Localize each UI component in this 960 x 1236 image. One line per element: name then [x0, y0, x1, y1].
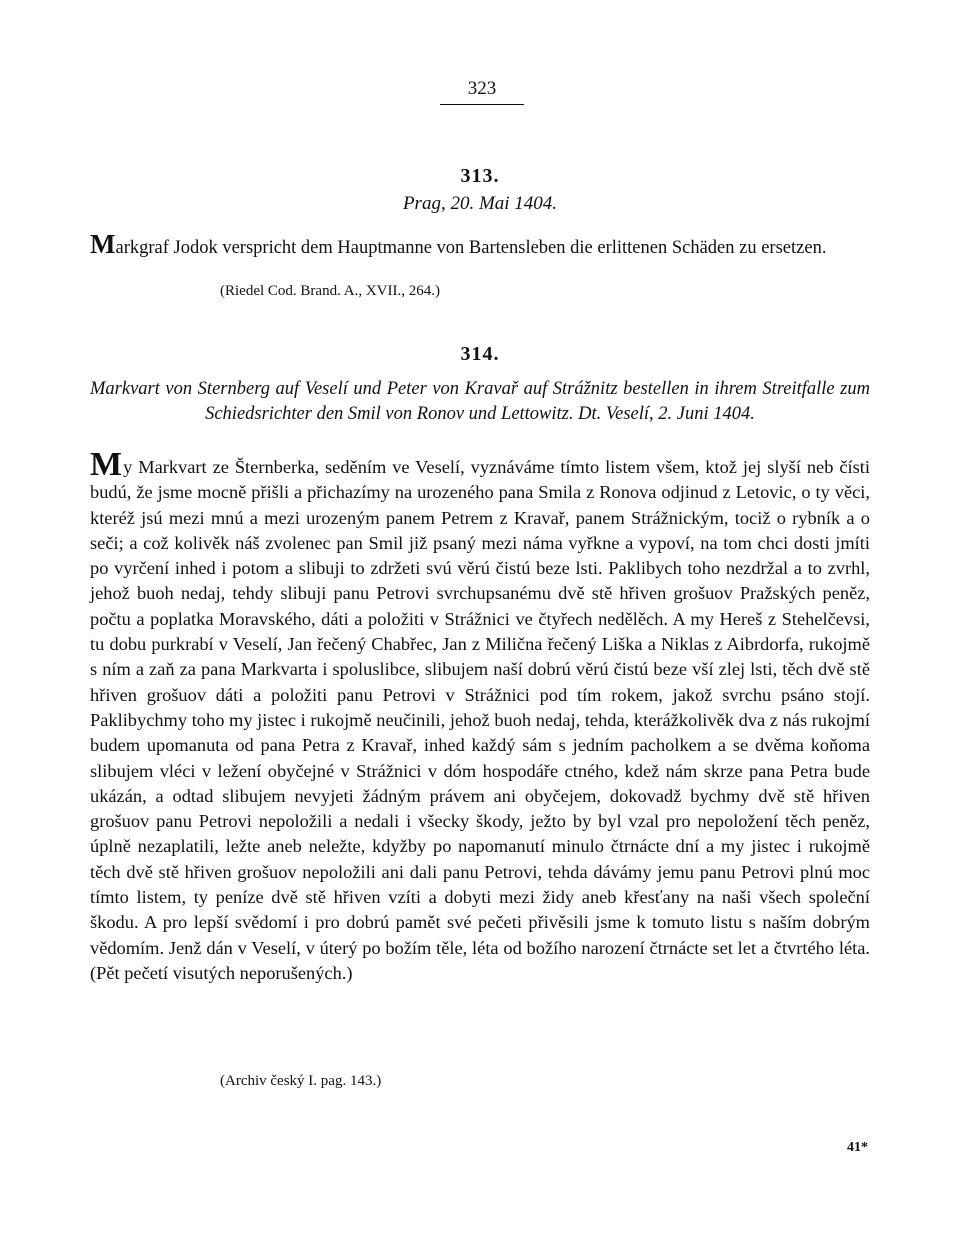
- document-313-source: (Riedel Cod. Brand. A., XVII., 264.): [220, 283, 440, 299]
- document-314-initial: M: [90, 446, 123, 483]
- page-number: 323: [440, 78, 524, 105]
- document-314-summary: Markvart von Sternberg auf Veselí und Peter von Kravař auf Strážnitz bestellen in ihrem Streitfalle zum Schiedsrichter den Smil von Ronov und Lettowitz. Dt. Veselí, 2. Juni 1404.: [90, 379, 870, 424]
- document-313-summary: [90, 231, 870, 261]
- document-313-initial: M: [90, 229, 116, 259]
- document-314-number: 314.: [460, 343, 500, 365]
- document-313-summary-text: arkgraf Jodok verspricht dem Hauptmanne von Bartensleben die erlittenen Schäden zu ersetzen.: [115, 238, 827, 258]
- document-314-body: [90, 446, 870, 986]
- document-314-source: (Archiv český I. pag. 143.): [220, 1073, 382, 1089]
- document-313-number: 313.: [460, 165, 500, 187]
- document-314-body-text: y Markvart ze Šternberka, seděním ve Veselí, vyznáváme tímto listem všem, ktož jej slyší neb čísti budú, že jsme mocně přišli a přichazímy na urozeného pana Smila z Ronova odjinud z Letovic, o ty věci, kteréž jsú mezi mnú a mezi urozeným panem Petrem z Kravař, panem Strážnickým, tociž o rybník a o seči; a což kolivěk náš zvolenec pan Smil již psaný mezi náma vyřkne a vypoví, na tom chci dosti jmíti po vyrčení inhed i potom a slibuji to zdržeti svú věrú čistú beze lsti. Paklibych toho nezdržal a to zvrhl, jehož buoh nedaj, tehdy slibuji panu Petrovi svrchupsanému dvě stě hřiven grošuov Pražských peněz, počtu a poplatka Moravského, dáti a položiti v Strážnici ve čtyřech nedělěch. A my Hereš z Stehelčevsi, tu dobu purkrabí v Veselí, Jan řečený Chabřec, Jan z Milična řečený Liška a Niklas z Aibrdorfa, rukojmě s ním a zaň za pana Markvarta i spoluslibce, slibujem naší dobrú věrú čistú beze vší zlej lsti, těch dvě stě hřiven grošuov dáti a položiti panu Petrovi v Strážnici pod tím rokem, jakož svrchu psáno stojí. Paklibychmy toho my jistec i rukojmě neučinili, jehož buoh nedaj, tehda, kterážkolivěk dva z nás rukojmí budem upomanuta od pana Petra z Kravař, inhed každý sám s jedním pacholkem a se dvěma koňoma slibujem vléci v ležení obyčejné v Strážnici v dóm hospodáře ctného, kdež nám skrze pana Petra bude ukázán, a odtad slibujem nevyjeti žádným právem ani obyčejem, dokovadž bychmy dvě stě hřiven grošuov panu Petrovi nepoložili a nedali i všecky škody, ježto by byl vzal pro nepoložení těch peněz, úplně nezaplatili, ležte aneb neležte, kdyžby po napomanutí minulo čtrnácte dní a my jistec i rukojmě těch dvě stě hřiven grošuov nepoložili ani dali panu Petrovi, tehda dávámy jemu panu Petrovi plnú moc tímto listem, ty peníze dvě stě hřiven vzíti a dobyti mezi židy aneb křesťany na naši všech společní škodu. A pro lepší svědomí i pro dobrú pamět své pečeti přivěsili jsme k tomuto listu s naším dobrým vědomím. Jenž dán v Veselí, v úterý po božím těle, léta od božího narození čtrnácte set let a čtvrtého léta. (Pět pečetí visutých neporušených.): [90, 457, 870, 983]
- document-313-date: Prag, 20. Mai 1404.: [402, 193, 558, 214]
- signature-mark: 41*: [847, 1140, 868, 1155]
